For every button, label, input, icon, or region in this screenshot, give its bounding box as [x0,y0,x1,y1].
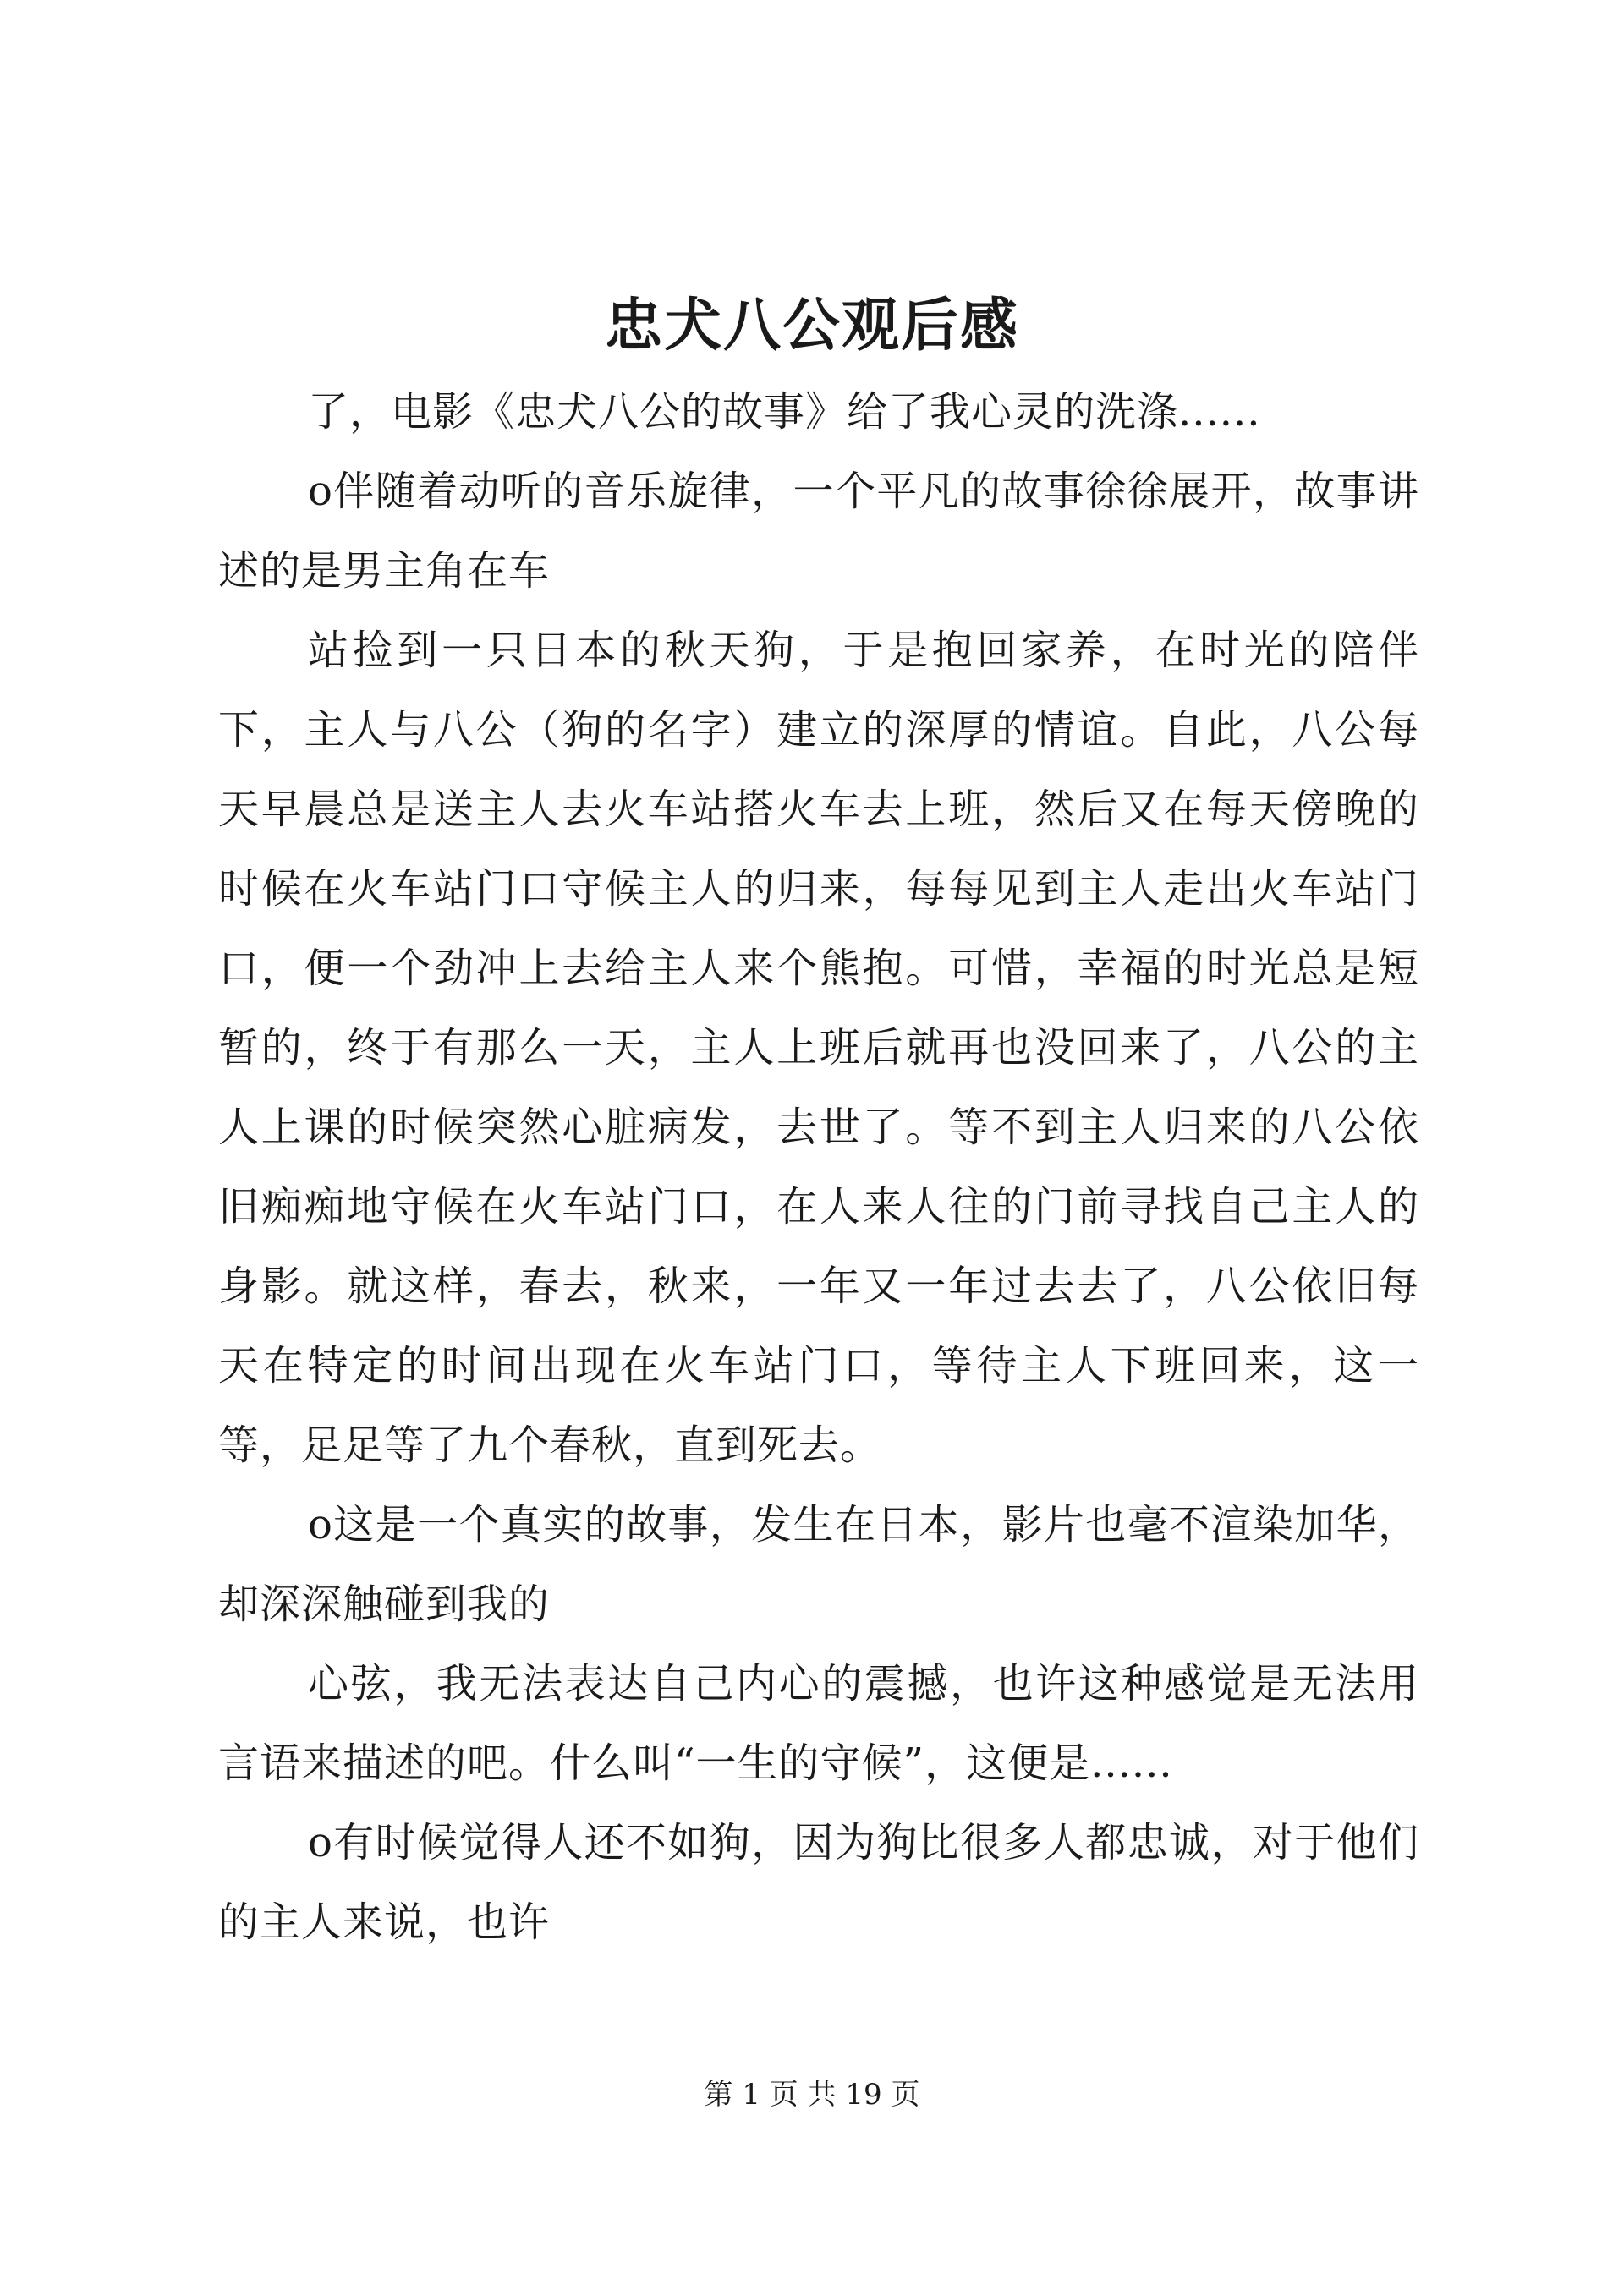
page-number-footer: 第 1 页 共 19 页 [704,2078,920,2112]
paragraph-1: 了，电影《忠犬八公的故事》给了我心灵的洗涤...... [308,388,1261,436]
paragraph-3: 站捡到一只日本的秋天狗，于是抱回家养，在时光的陪伴下，主人与八公（狗的名字）建立的深厚的情谊。自此，八公每天早晨总是送主人去火车站搭火车去上班，然后又在每天傍晚的时候在火车站门口守候主人的归来，每每见到主人走出火车站门口，便一个劲冲上去给主人来个熊抱。可惜，幸福的时光总是短暂的，终于有那么一天，主人上班后就再也没回来了，八公的主人上课的时候突然心脏病发，去世了。等不到主人归来的八公依旧痴痴地守候在火车站门口，在人来人往的门前寻找自己主人的身影。就这样，春去，秋来，一年又一年过去去了，八公依旧每天在特定的时间出现在火车站门口，等待主人下班回来，这一等，足足等了九个春秋，直到死去。 [218,627,1419,1469]
document-body [218,372,1419,1962]
document-title: 忠犬八公观后感 [604,292,1019,359]
paragraph-5: 心弦，我无法表达自己内心的震撼，也许这种感觉是无法用言语来描述的吧。什么叫“一生的守候”，这便是...... [218,1660,1419,1787]
paragraph-6: o有时候觉得人还不如狗，因为狗比很多人都忠诚，对于他们的主人来说，也许 [218,1819,1419,1946]
paragraph-4: o这是一个真实的故事，发生在日本，影片也毫不渲染加华，却深深触碰到我的 [218,1501,1419,1628]
paragraph-2: o伴随着动听的音乐旋律，一个平凡的故事徐徐展开，故事讲述的是男主角在车 [218,468,1419,595]
